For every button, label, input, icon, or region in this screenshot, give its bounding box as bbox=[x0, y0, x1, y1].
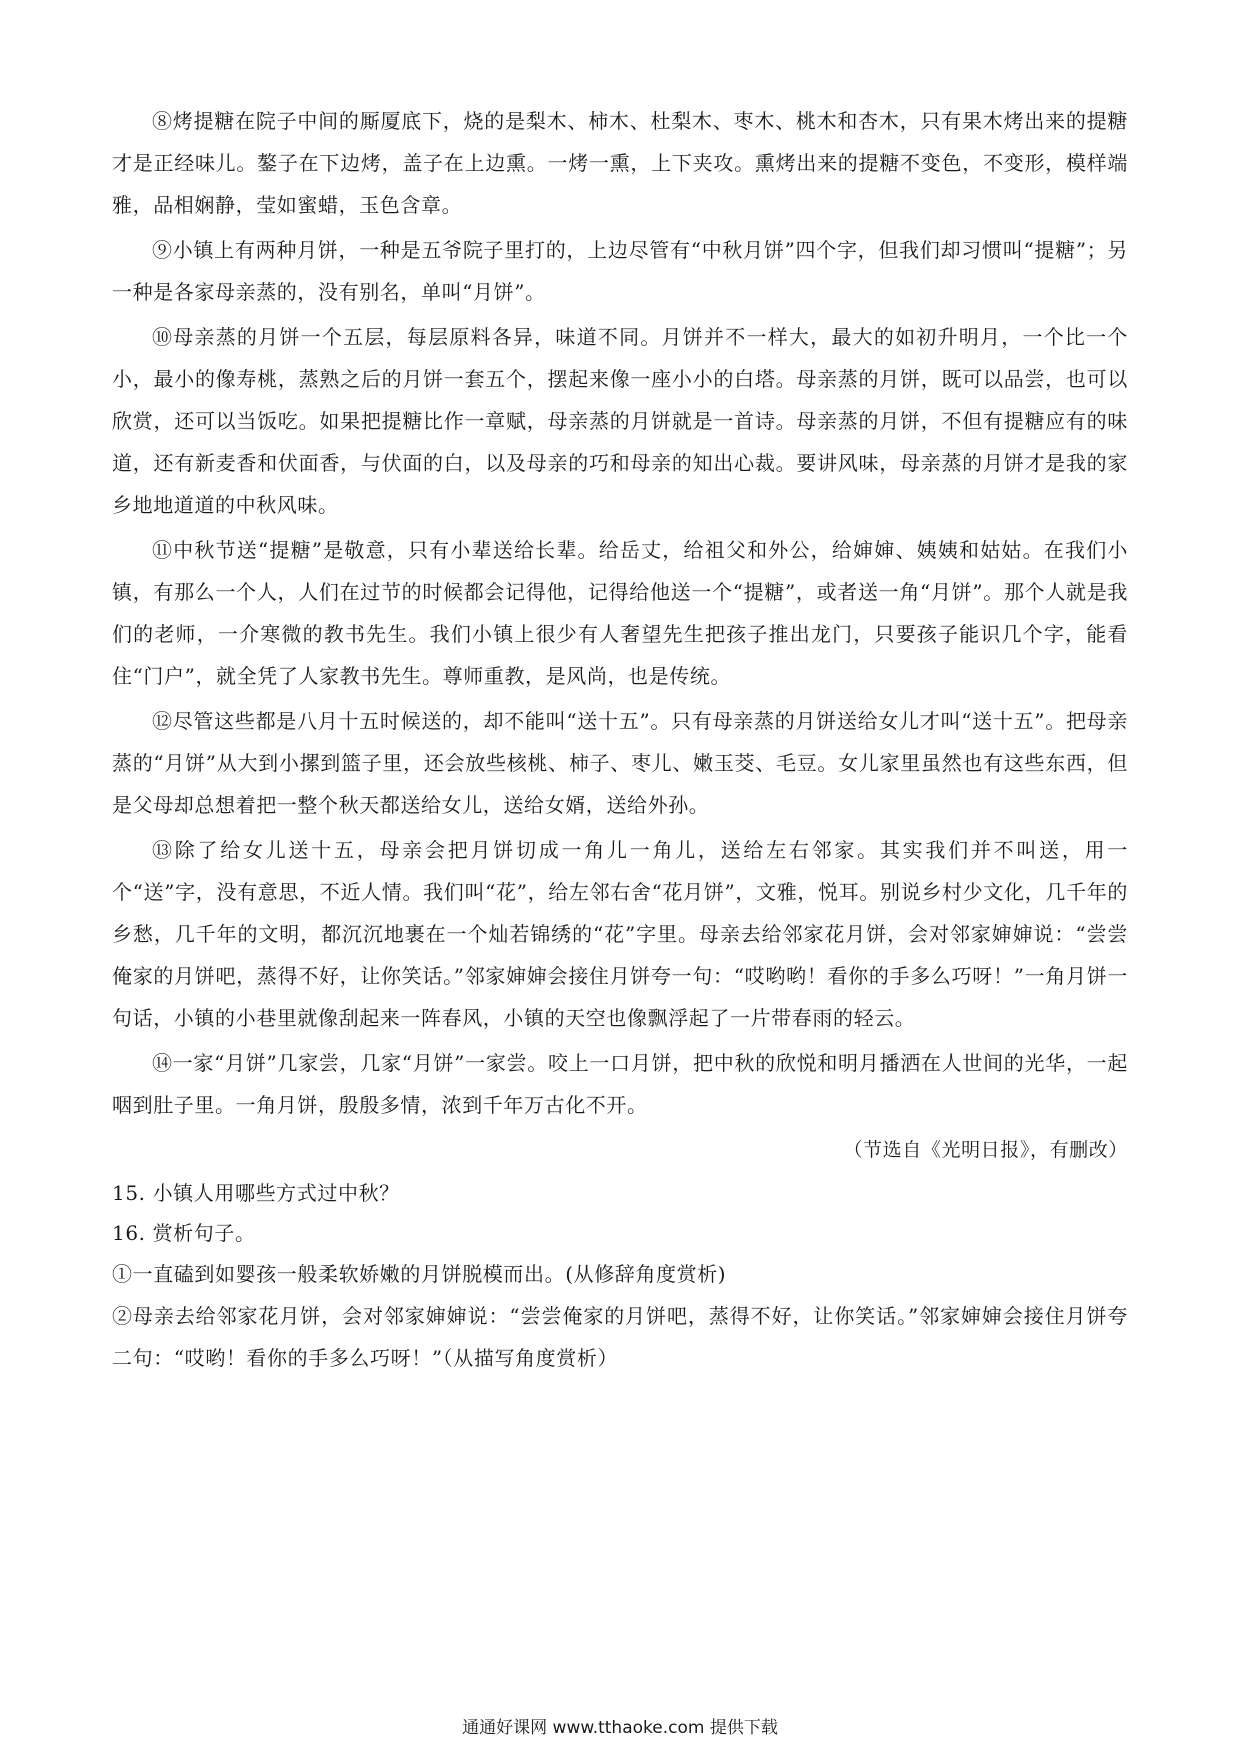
paragraph-12: ⑫尽管这些都是八月十五时候送的，却不能叫“送十五”。只有母亲蒸的月饼送给女儿才叫“送十五”。把母亲蒸的“月饼”从大到小摞到篮子里，还会放些核桃、柿子、枣儿、嫩玉茭、毛豆。女儿家里虽然也有这些东西，但是父母却总想着把一整个秋天都送给女儿，送给女婿，送给外孙。 bbox=[112, 709, 1128, 817]
question-16-item-2: ②母亲去给邻家花月饼，会对邻家婶婶说：“尝尝俺家的月饼吧，蒸得不好，让你笑话。”邻家婶婶会接住月饼夸二句：“哎哟！看你的手多么巧呀！”（从描写角度赏析） bbox=[112, 1304, 1128, 1370]
article-body bbox=[112, 100, 1128, 1379]
paragraph-11: ⑪中秋节送“提糖”是敬意，只有小辈送给长辈。给岳丈，给祖父和外公，给婶婶、姨姨和姑姑。在我们小镇，有那么一个人，人们在过节的时候都会记得他，记得给他送一个“提糖”，或者送一角“月饼”。那个人就是我们的老师，一介寒微的教书先生。我们小镇上很少有人奢望先生把孩子推出龙门，只要孩子能识几个字，能看住“门户”，就全凭了人家教书先生。尊师重教，是风尚，也是传统。 bbox=[112, 538, 1128, 688]
paragraph-13: ⑬除了给女儿送十五，母亲会把月饼切成一角儿一角儿，送给左右邻家。其实我们并不叫送，用一个“送”字，没有意思，不近人情。我们叫“花”，给左邻右舍“花月饼”，文雅，悦耳。别说乡村少文化，几千年的乡愁，几千年的文明，都沉沉地裹在一个灿若锦绣的“花”字里。母亲去给邻家花月饼，会对邻家婶婶说：“尝尝俺家的月饼吧，蒸得不好，让你笑话。”邻家婶婶会接住月饼夸一句：“哎哟哟！看你的手多么巧呀！”一角月饼一句话，小镇的小巷里就像刮起来一阵春风，小镇的天空也像飘浮起了一片带春雨的轻云。 bbox=[112, 838, 1128, 1030]
paragraph-8: ⑧烤提糖在院子中间的厮厦底下，烧的是梨木、柿木、杜梨木、枣木、桃木和杏木，只有果木烤出来的提糖才是正经味儿。鏊子在下边烤，盖子在上边熏。一烤一熏，上下夹攻。熏烤出来的提糖不变色，不变形，模样端雅，品相娴静，莹如蜜蜡，玉色含章。 bbox=[112, 109, 1128, 217]
question-16: 16. 赏析句子。 bbox=[112, 1221, 256, 1245]
paragraph-10: ⑩母亲蒸的月饼一个五层，每层原料各异，味道不同。月饼并不一样大，最大的如初升明月，一个比一个小，最小的像寿桃，蒸熟之后的月饼一套五个，摆起来像一座小小的白塔。母亲蒸的月饼，既可以品尝，也可以欣赏，还可以当饭吃。如果把提糖比作一章赋，母亲蒸的月饼就是一首诗。母亲蒸的月饼，不但有提糖应有的味道，还有新麦香和伏面香，与伏面的白，以及母亲的巧和母亲的知出心裁。要讲风味，母亲蒸的月饼才是我的家乡地地道道的中秋风味。 bbox=[112, 325, 1128, 517]
question-15: 15. 小镇人用哪些方式过中秋？ bbox=[112, 1181, 400, 1205]
source-citation: （节选自《光明日报》，有删改） bbox=[843, 1139, 1128, 1161]
question-16-item-1: ①一直磕到如婴孩一般柔软娇嫩的月饼脱模而出。(从修辞角度赏析) bbox=[112, 1262, 727, 1286]
paragraph-14: ⑭一家“月饼”几家尝，几家“月饼”一家尝。咬上一口月饼，把中秋的欣悦和明月播洒在人世间的光华，一起咽到肚子里。一角月饼，殷殷多情，浓到千年万古化不开。 bbox=[112, 1051, 1128, 1117]
footer-credit: 通通好课网 www.tthaoke.com 提供下载 bbox=[462, 1718, 778, 1738]
paragraph-9: ⑨小镇上有两种月饼，一种是五爷院子里打的，上边尽管有“中秋月饼”四个字，但我们却习惯叫“提糖”；另一种是各家母亲蒸的，没有别名，单叫“月饼”。 bbox=[112, 238, 1128, 304]
